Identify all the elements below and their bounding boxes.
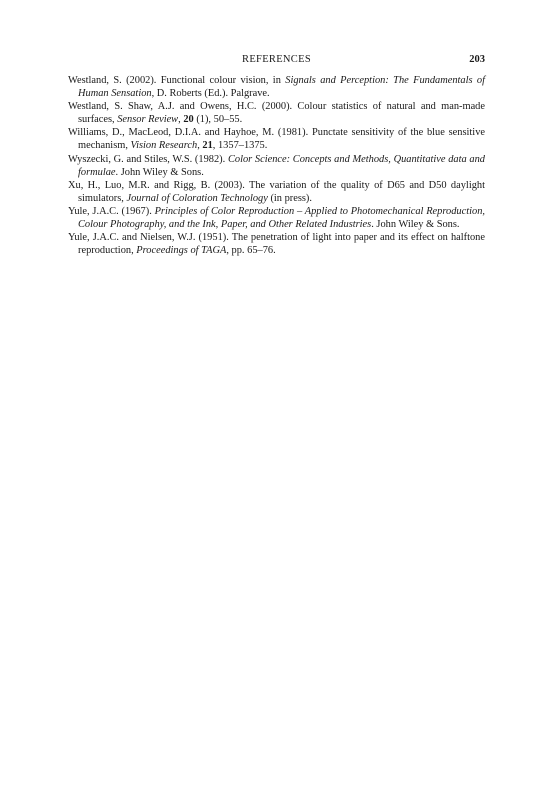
- running-header: [68, 52, 485, 68]
- reference-text: . John Wiley & Sons.: [115, 166, 204, 178]
- reference-text: Westland, S. (2002). Functional colour vision, in: [68, 75, 286, 86]
- reference-title-italic: Signals and Perception: The Fundamentals of Human Sensation: [78, 75, 485, 99]
- reference-text: ,: [197, 140, 203, 152]
- reference-title-italic: Color Science: Concepts and Methods, Quantitative data and formulae: [78, 153, 485, 178]
- reference-list: [68, 75, 485, 258]
- reference-text: ,: [178, 114, 184, 126]
- reference-title-italic: Vision Research: [130, 140, 198, 152]
- reference-text: . John Wiley & Sons.: [371, 218, 460, 230]
- running-title: REFERENCES: [242, 54, 311, 65]
- reference-text: Williams, D., MacLeod, D.I.A. and Hayhoe, M. (1981). Punctate sensitivity of the blue sensitive mechanism,: [68, 127, 485, 152]
- reference-title-italic: Journal of Coloration Technology: [126, 192, 268, 204]
- page-number: 203: [469, 54, 485, 65]
- reference-item: [68, 75, 485, 101]
- reference-text: Yule, J.A.C. and Nielsen, W.J. (1951). The penetration of light into paper and its effect on halftone reproduction,: [68, 232, 485, 257]
- reference-item: [68, 180, 485, 206]
- reference-item: [68, 101, 485, 127]
- reference-text: (1), 50–55.: [193, 114, 243, 126]
- reference-text: , D. Roberts (Ed.). Palgrave.: [151, 87, 270, 99]
- reference-text: Yule, J.A.C. (1967).: [68, 206, 155, 218]
- reference-text: Xu, H., Luo, M.R. and Rigg, B. (2003). The variation of the quality of D65 and D50 daylight simulators,: [68, 179, 485, 204]
- reference-item: [68, 154, 485, 180]
- reference-volume-bold: 20: [183, 114, 194, 126]
- reference-text: (in press).: [267, 192, 312, 204]
- reference-volume-bold: 21: [202, 140, 213, 152]
- reference-text: Wyszecki, G. and Stiles, W.S. (1982).: [68, 153, 228, 165]
- reference-title-italic: Principles of Color Reproduction – Applied to Photomechanical Reproduction, Colour Photography, and the Ink, Paper, and Other Related Industries: [78, 206, 485, 230]
- reference-text: Westland, S. Shaw, A.J. and Owens, H.C. (2000). Colour statistics of natural and man-made surfaces,: [68, 101, 485, 126]
- reference-item: [68, 127, 485, 153]
- reference-text: , pp. 65–76.: [226, 245, 276, 257]
- reference-text: , 1357–1375.: [212, 140, 268, 152]
- reference-title-italic: Proceedings of TAGA: [136, 245, 227, 257]
- reference-item: [68, 206, 485, 232]
- reference-title-italic: Sensor Review: [117, 114, 179, 126]
- reference-item: [68, 232, 485, 258]
